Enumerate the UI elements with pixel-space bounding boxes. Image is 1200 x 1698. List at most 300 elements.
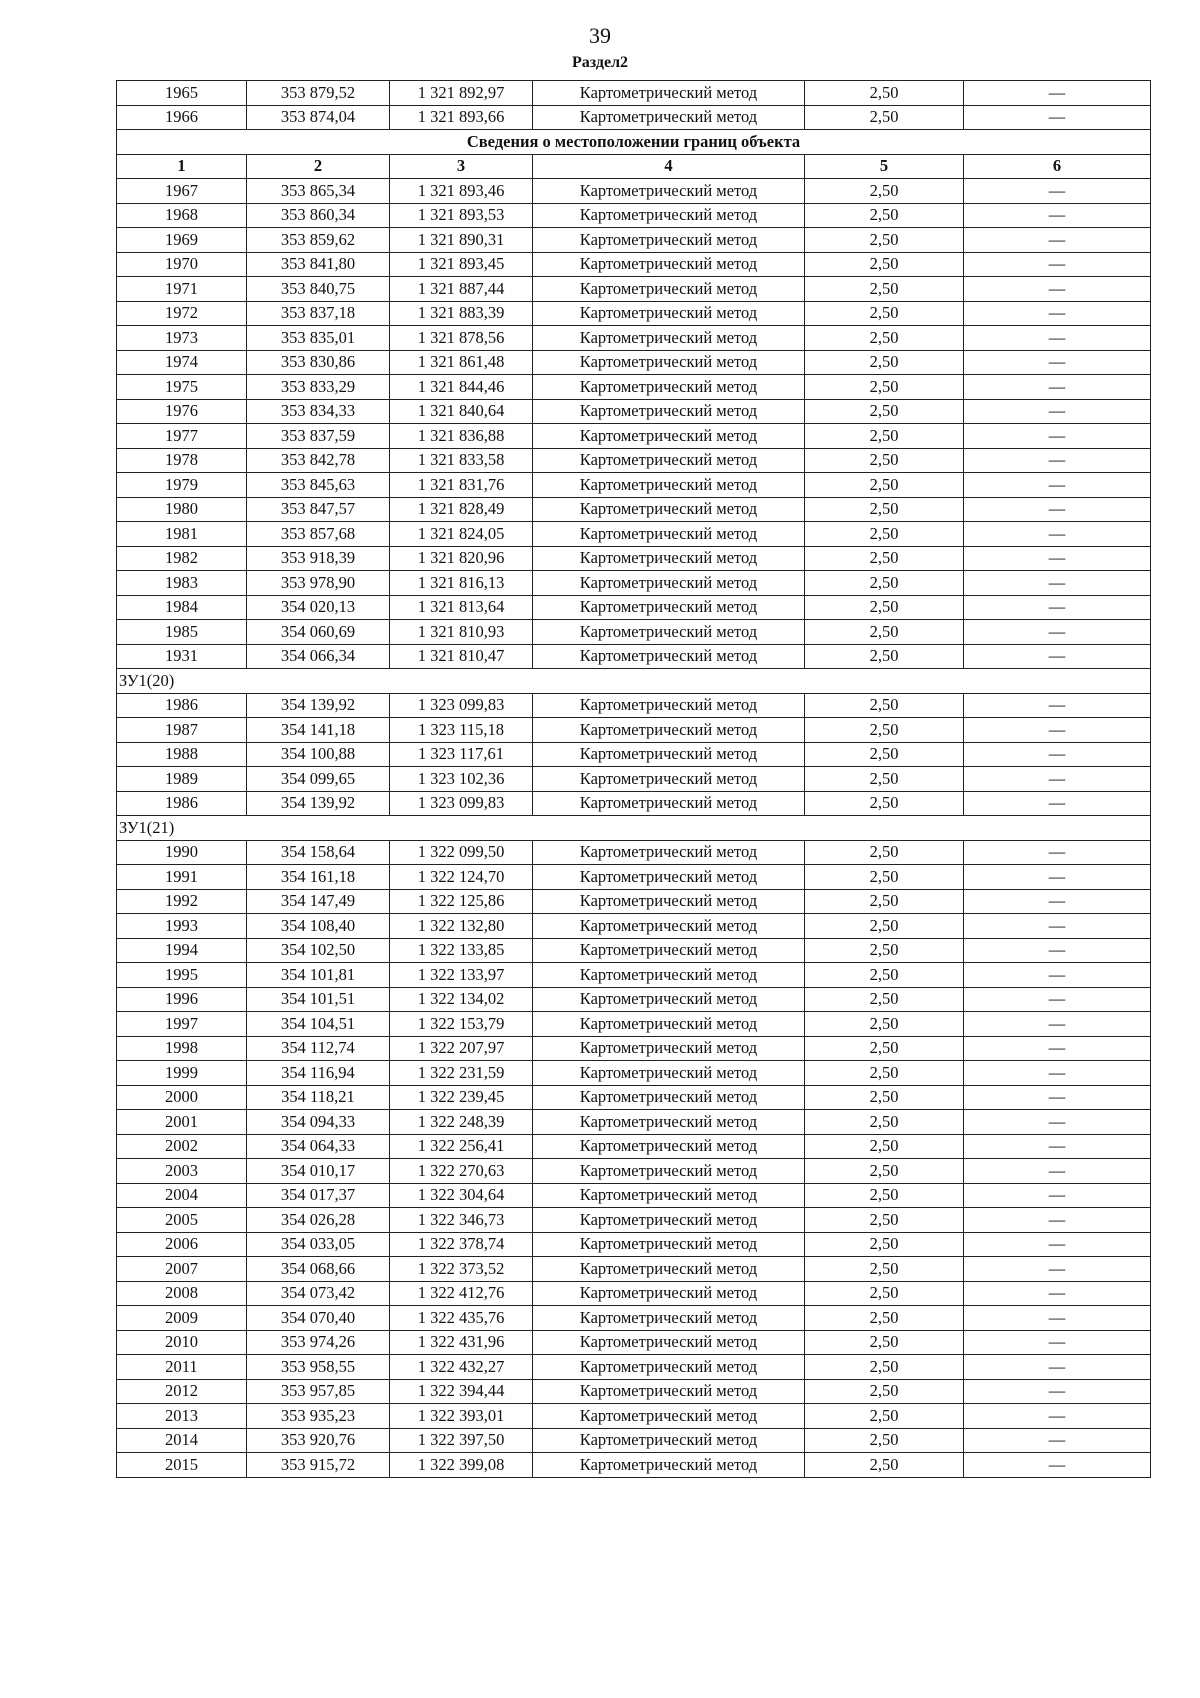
description-cell: — <box>964 987 1151 1012</box>
description-cell: — <box>964 693 1151 718</box>
table-row <box>117 546 1151 571</box>
method-cell: Картометрический метод <box>533 963 805 988</box>
table-row <box>117 1232 1151 1257</box>
point-number-cell: 2015 <box>117 1453 247 1478</box>
accuracy-cell: 2,50 <box>805 252 964 277</box>
y-coordinate-cell: 1 321 887,44 <box>390 277 533 302</box>
table-row <box>117 938 1151 963</box>
page-number: 39 <box>589 23 611 48</box>
method-cell: Картометрический метод <box>533 791 805 816</box>
description-cell: — <box>964 1134 1151 1159</box>
method-cell: Картометрический метод <box>533 399 805 424</box>
y-coordinate-cell: 1 321 893,53 <box>390 203 533 228</box>
coordinates-table <box>116 80 1151 1478</box>
accuracy-cell: 2,50 <box>805 620 964 645</box>
table-row <box>117 1110 1151 1135</box>
method-cell: Картометрический метод <box>533 1183 805 1208</box>
accuracy-cell: 2,50 <box>805 448 964 473</box>
method-cell: Картометрический метод <box>533 1085 805 1110</box>
table-row <box>117 1208 1151 1233</box>
table-row <box>117 1453 1151 1478</box>
point-number-cell: 1985 <box>117 620 247 645</box>
description-cell: — <box>964 1061 1151 1086</box>
y-coordinate-cell: 1 322 124,70 <box>390 865 533 890</box>
table-row <box>117 987 1151 1012</box>
description-cell: — <box>964 252 1151 277</box>
x-coordinate-cell: 353 837,59 <box>247 424 390 449</box>
table-row <box>117 203 1151 228</box>
y-coordinate-cell: 1 321 861,48 <box>390 350 533 375</box>
point-number-cell: 1978 <box>117 448 247 473</box>
table-row <box>117 326 1151 351</box>
description-cell: — <box>964 326 1151 351</box>
x-coordinate-cell: 354 116,94 <box>247 1061 390 1086</box>
description-cell: — <box>964 179 1151 204</box>
method-cell: Картометрический метод <box>533 1257 805 1282</box>
accuracy-cell: 2,50 <box>805 1232 964 1257</box>
x-coordinate-cell: 353 865,34 <box>247 179 390 204</box>
point-number-cell: 1970 <box>117 252 247 277</box>
description-cell: — <box>964 1183 1151 1208</box>
method-cell: Картометрический метод <box>533 522 805 547</box>
y-coordinate-cell: 1 322 134,02 <box>390 987 533 1012</box>
method-cell: Картометрический метод <box>533 1428 805 1453</box>
accuracy-cell: 2,50 <box>805 693 964 718</box>
point-number-cell: 1994 <box>117 938 247 963</box>
method-cell: Картометрический метод <box>533 1379 805 1404</box>
x-coordinate-cell: 354 112,74 <box>247 1036 390 1061</box>
accuracy-cell: 2,50 <box>805 1257 964 1282</box>
method-cell: Картометрический метод <box>533 228 805 253</box>
point-number-cell: 1965 <box>117 81 247 106</box>
point-number-cell: 2010 <box>117 1330 247 1355</box>
accuracy-cell: 2,50 <box>805 1306 964 1331</box>
table-row <box>117 179 1151 204</box>
method-cell: Картометрический метод <box>533 424 805 449</box>
section-heading-row <box>117 130 1151 155</box>
table-row <box>117 1183 1151 1208</box>
y-coordinate-cell: 1 323 099,83 <box>390 791 533 816</box>
section-title: Раздел2 <box>571 54 629 71</box>
description-cell: — <box>964 742 1151 767</box>
accuracy-cell: 2,50 <box>805 1428 964 1453</box>
x-coordinate-cell: 354 099,65 <box>247 767 390 792</box>
method-cell: Картометрический метод <box>533 1281 805 1306</box>
accuracy-cell: 2,50 <box>805 1183 964 1208</box>
y-coordinate-cell: 1 321 893,66 <box>390 105 533 130</box>
parcel-label-row <box>117 669 1151 694</box>
accuracy-cell: 2,50 <box>805 473 964 498</box>
point-number-cell: 1992 <box>117 889 247 914</box>
y-coordinate-cell: 1 321 878,56 <box>390 326 533 351</box>
y-coordinate-cell: 1 321 893,45 <box>390 252 533 277</box>
y-coordinate-cell: 1 322 431,96 <box>390 1330 533 1355</box>
accuracy-cell: 2,50 <box>805 81 964 106</box>
table-row <box>117 644 1151 669</box>
method-cell: Картометрический метод <box>533 497 805 522</box>
description-cell: — <box>964 375 1151 400</box>
point-number-cell: 1931 <box>117 644 247 669</box>
column-number-cell: 2 <box>247 154 390 179</box>
table-row <box>117 914 1151 939</box>
description-cell: — <box>964 1281 1151 1306</box>
x-coordinate-cell: 353 857,68 <box>247 522 390 547</box>
description-cell: — <box>964 791 1151 816</box>
y-coordinate-cell: 1 322 256,41 <box>390 1134 533 1159</box>
y-coordinate-cell: 1 321 836,88 <box>390 424 533 449</box>
description-cell: — <box>964 840 1151 865</box>
point-number-cell: 2013 <box>117 1404 247 1429</box>
accuracy-cell: 2,50 <box>805 644 964 669</box>
x-coordinate-cell: 354 033,05 <box>247 1232 390 1257</box>
description-cell: — <box>964 1257 1151 1282</box>
accuracy-cell: 2,50 <box>805 1061 964 1086</box>
y-coordinate-cell: 1 323 102,36 <box>390 767 533 792</box>
x-coordinate-cell: 353 957,85 <box>247 1379 390 1404</box>
method-cell: Картометрический метод <box>533 1330 805 1355</box>
x-coordinate-cell: 354 139,92 <box>247 693 390 718</box>
description-cell: — <box>964 1404 1151 1429</box>
table-row <box>117 81 1151 106</box>
description-cell: — <box>964 595 1151 620</box>
description-cell: — <box>964 399 1151 424</box>
x-coordinate-cell: 353 835,01 <box>247 326 390 351</box>
method-cell: Картометрический метод <box>533 375 805 400</box>
description-cell: — <box>964 546 1151 571</box>
method-cell: Картометрический метод <box>533 1453 805 1478</box>
accuracy-cell: 2,50 <box>805 105 964 130</box>
x-coordinate-cell: 353 845,63 <box>247 473 390 498</box>
y-coordinate-cell: 1 321 883,39 <box>390 301 533 326</box>
x-coordinate-cell: 354 026,28 <box>247 1208 390 1233</box>
point-number-cell: 1987 <box>117 718 247 743</box>
point-number-cell: 1979 <box>117 473 247 498</box>
x-coordinate-cell: 354 060,69 <box>247 620 390 645</box>
accuracy-cell: 2,50 <box>805 1208 964 1233</box>
method-cell: Картометрический метод <box>533 203 805 228</box>
point-number-cell: 1991 <box>117 865 247 890</box>
accuracy-cell: 2,50 <box>805 424 964 449</box>
method-cell: Картометрический метод <box>533 105 805 130</box>
method-cell: Картометрический метод <box>533 473 805 498</box>
description-cell: — <box>964 1453 1151 1478</box>
accuracy-cell: 2,50 <box>805 791 964 816</box>
y-coordinate-cell: 1 322 399,08 <box>390 1453 533 1478</box>
x-coordinate-cell: 353 958,55 <box>247 1355 390 1380</box>
description-cell: — <box>964 620 1151 645</box>
x-coordinate-cell: 354 020,13 <box>247 595 390 620</box>
table-row <box>117 497 1151 522</box>
description-cell: — <box>964 473 1151 498</box>
point-number-cell: 1971 <box>117 277 247 302</box>
point-number-cell: 1969 <box>117 228 247 253</box>
x-coordinate-cell: 354 118,21 <box>247 1085 390 1110</box>
point-number-cell: 1968 <box>117 203 247 228</box>
x-coordinate-cell: 353 847,57 <box>247 497 390 522</box>
method-cell: Картометрический метод <box>533 718 805 743</box>
y-coordinate-cell: 1 322 239,45 <box>390 1085 533 1110</box>
description-cell: — <box>964 1306 1151 1331</box>
table-row <box>117 767 1151 792</box>
x-coordinate-cell: 353 915,72 <box>247 1453 390 1478</box>
description-cell: — <box>964 963 1151 988</box>
table-row <box>117 1306 1151 1331</box>
table-row <box>117 595 1151 620</box>
y-coordinate-cell: 1 322 231,59 <box>390 1061 533 1086</box>
accuracy-cell: 2,50 <box>805 767 964 792</box>
point-number-cell: 1988 <box>117 742 247 767</box>
y-coordinate-cell: 1 323 099,83 <box>390 693 533 718</box>
method-cell: Картометрический метод <box>533 1306 805 1331</box>
table-row <box>117 693 1151 718</box>
x-coordinate-cell: 353 935,23 <box>247 1404 390 1429</box>
description-cell: — <box>964 1379 1151 1404</box>
table-row <box>117 791 1151 816</box>
y-coordinate-cell: 1 321 810,93 <box>390 620 533 645</box>
accuracy-cell: 2,50 <box>805 301 964 326</box>
x-coordinate-cell: 354 147,49 <box>247 889 390 914</box>
point-number-cell: 1976 <box>117 399 247 424</box>
x-coordinate-cell: 353 842,78 <box>247 448 390 473</box>
table-row <box>117 1281 1151 1306</box>
accuracy-cell: 2,50 <box>805 1159 964 1184</box>
method-cell: Картометрический метод <box>533 448 805 473</box>
x-coordinate-cell: 354 064,33 <box>247 1134 390 1159</box>
x-coordinate-cell: 353 978,90 <box>247 571 390 596</box>
accuracy-cell: 2,50 <box>805 1453 964 1478</box>
point-number-cell: 1998 <box>117 1036 247 1061</box>
table-row <box>117 1061 1151 1086</box>
point-number-cell: 1974 <box>117 350 247 375</box>
table-row <box>117 1085 1151 1110</box>
section-heading: Сведения о местоположении границ объекта <box>117 130 1151 155</box>
method-cell: Картометрический метод <box>533 1110 805 1135</box>
x-coordinate-cell: 354 010,17 <box>247 1159 390 1184</box>
description-cell: — <box>964 522 1151 547</box>
x-coordinate-cell: 354 104,51 <box>247 1012 390 1037</box>
point-number-cell: 1981 <box>117 522 247 547</box>
table-row <box>117 1036 1151 1061</box>
method-cell: Картометрический метод <box>533 1061 805 1086</box>
table-row <box>117 105 1151 130</box>
description-cell: — <box>964 497 1151 522</box>
y-coordinate-cell: 1 322 378,74 <box>390 1232 533 1257</box>
accuracy-cell: 2,50 <box>805 571 964 596</box>
column-number-row <box>117 154 1151 179</box>
table-row <box>117 424 1151 449</box>
method-cell: Картометрический метод <box>533 301 805 326</box>
description-cell: — <box>964 350 1151 375</box>
parcel-label: ЗУ1(21) <box>117 816 1151 841</box>
y-coordinate-cell: 1 321 820,96 <box>390 546 533 571</box>
method-cell: Картометрический метод <box>533 865 805 890</box>
y-coordinate-cell: 1 322 397,50 <box>390 1428 533 1453</box>
point-number-cell: 2012 <box>117 1379 247 1404</box>
accuracy-cell: 2,50 <box>805 718 964 743</box>
y-coordinate-cell: 1 322 346,73 <box>390 1208 533 1233</box>
method-cell: Картометрический метод <box>533 914 805 939</box>
x-coordinate-cell: 353 837,18 <box>247 301 390 326</box>
y-coordinate-cell: 1 321 844,46 <box>390 375 533 400</box>
y-coordinate-cell: 1 322 412,76 <box>390 1281 533 1306</box>
point-number-cell: 1980 <box>117 497 247 522</box>
y-coordinate-cell: 1 322 248,39 <box>390 1110 533 1135</box>
accuracy-cell: 2,50 <box>805 840 964 865</box>
accuracy-cell: 2,50 <box>805 399 964 424</box>
table-row <box>117 1012 1151 1037</box>
description-cell: — <box>964 1110 1151 1135</box>
method-cell: Картометрический метод <box>533 620 805 645</box>
y-coordinate-cell: 1 322 099,50 <box>390 840 533 865</box>
y-coordinate-cell: 1 322 153,79 <box>390 1012 533 1037</box>
method-cell: Картометрический метод <box>533 1404 805 1429</box>
accuracy-cell: 2,50 <box>805 326 964 351</box>
y-coordinate-cell: 1 321 828,49 <box>390 497 533 522</box>
x-coordinate-cell: 353 918,39 <box>247 546 390 571</box>
coordinates-table-body <box>117 81 1151 1478</box>
table-row <box>117 522 1151 547</box>
description-cell: — <box>964 938 1151 963</box>
table-row <box>117 1159 1151 1184</box>
method-cell: Картометрический метод <box>533 889 805 914</box>
accuracy-cell: 2,50 <box>805 179 964 204</box>
table-row <box>117 889 1151 914</box>
accuracy-cell: 2,50 <box>805 497 964 522</box>
y-coordinate-cell: 1 321 892,97 <box>390 81 533 106</box>
point-number-cell: 1996 <box>117 987 247 1012</box>
accuracy-cell: 2,50 <box>805 938 964 963</box>
point-number-cell: 1984 <box>117 595 247 620</box>
x-coordinate-cell: 354 100,88 <box>247 742 390 767</box>
description-cell: — <box>964 1232 1151 1257</box>
point-number-cell: 1986 <box>117 693 247 718</box>
table-row <box>117 571 1151 596</box>
y-coordinate-cell: 1 322 393,01 <box>390 1404 533 1429</box>
table-row <box>117 1257 1151 1282</box>
method-cell: Картометрический метод <box>533 938 805 963</box>
x-coordinate-cell: 354 108,40 <box>247 914 390 939</box>
method-cell: Картометрический метод <box>533 179 805 204</box>
accuracy-cell: 2,50 <box>805 1134 964 1159</box>
point-number-cell: 1995 <box>117 963 247 988</box>
y-coordinate-cell: 1 322 435,76 <box>390 1306 533 1331</box>
table-row <box>117 1404 1151 1429</box>
method-cell: Картометрический метод <box>533 277 805 302</box>
accuracy-cell: 2,50 <box>805 1355 964 1380</box>
point-number-cell: 2014 <box>117 1428 247 1453</box>
description-cell: — <box>964 1012 1151 1037</box>
description-cell: — <box>964 718 1151 743</box>
point-number-cell: 2006 <box>117 1232 247 1257</box>
column-number-cell: 4 <box>533 154 805 179</box>
accuracy-cell: 2,50 <box>805 277 964 302</box>
point-number-cell: 1997 <box>117 1012 247 1037</box>
y-coordinate-cell: 1 321 840,64 <box>390 399 533 424</box>
accuracy-cell: 2,50 <box>805 1012 964 1037</box>
table-row <box>117 399 1151 424</box>
x-coordinate-cell: 353 920,76 <box>247 1428 390 1453</box>
method-cell: Картометрический метод <box>533 1159 805 1184</box>
accuracy-cell: 2,50 <box>805 865 964 890</box>
x-coordinate-cell: 354 017,37 <box>247 1183 390 1208</box>
x-coordinate-cell: 354 102,50 <box>247 938 390 963</box>
y-coordinate-cell: 1 322 394,44 <box>390 1379 533 1404</box>
table-row <box>117 620 1151 645</box>
method-cell: Картометрический метод <box>533 693 805 718</box>
point-number-cell: 1982 <box>117 546 247 571</box>
y-coordinate-cell: 1 322 133,97 <box>390 963 533 988</box>
x-coordinate-cell: 354 066,34 <box>247 644 390 669</box>
description-cell: — <box>964 767 1151 792</box>
description-cell: — <box>964 277 1151 302</box>
y-coordinate-cell: 1 321 833,58 <box>390 448 533 473</box>
table-row <box>117 1330 1151 1355</box>
method-cell: Картометрический метод <box>533 326 805 351</box>
accuracy-cell: 2,50 <box>805 1085 964 1110</box>
description-cell: — <box>964 914 1151 939</box>
accuracy-cell: 2,50 <box>805 1404 964 1429</box>
method-cell: Картометрический метод <box>533 350 805 375</box>
accuracy-cell: 2,50 <box>805 375 964 400</box>
description-cell: — <box>964 448 1151 473</box>
y-coordinate-cell: 1 321 831,76 <box>390 473 533 498</box>
x-coordinate-cell: 354 101,51 <box>247 987 390 1012</box>
column-number-cell: 5 <box>805 154 964 179</box>
y-coordinate-cell: 1 322 133,85 <box>390 938 533 963</box>
accuracy-cell: 2,50 <box>805 228 964 253</box>
y-coordinate-cell: 1 322 373,52 <box>390 1257 533 1282</box>
method-cell: Картометрический метод <box>533 81 805 106</box>
x-coordinate-cell: 353 860,34 <box>247 203 390 228</box>
accuracy-cell: 2,50 <box>805 742 964 767</box>
method-cell: Картометрический метод <box>533 252 805 277</box>
parcel-label: ЗУ1(20) <box>117 669 1151 694</box>
x-coordinate-cell: 354 158,64 <box>247 840 390 865</box>
x-coordinate-cell: 353 834,33 <box>247 399 390 424</box>
method-cell: Картометрический метод <box>533 1355 805 1380</box>
description-cell: — <box>964 1428 1151 1453</box>
column-number-cell: 1 <box>117 154 247 179</box>
point-number-cell: 2003 <box>117 1159 247 1184</box>
y-coordinate-cell: 1 322 304,64 <box>390 1183 533 1208</box>
description-cell: — <box>964 644 1151 669</box>
y-coordinate-cell: 1 321 824,05 <box>390 522 533 547</box>
table-row <box>117 718 1151 743</box>
point-number-cell: 1999 <box>117 1061 247 1086</box>
point-number-cell: 1986 <box>117 791 247 816</box>
description-cell: — <box>964 571 1151 596</box>
description-cell: — <box>964 1159 1151 1184</box>
y-coordinate-cell: 1 321 890,31 <box>390 228 533 253</box>
accuracy-cell: 2,50 <box>805 963 964 988</box>
description-cell: — <box>964 1208 1151 1233</box>
accuracy-cell: 2,50 <box>805 914 964 939</box>
point-number-cell: 1972 <box>117 301 247 326</box>
accuracy-cell: 2,50 <box>805 987 964 1012</box>
point-number-cell: 1989 <box>117 767 247 792</box>
point-number-cell: 2009 <box>117 1306 247 1331</box>
point-number-cell: 2005 <box>117 1208 247 1233</box>
x-coordinate-cell: 354 139,92 <box>247 791 390 816</box>
x-coordinate-cell: 353 859,62 <box>247 228 390 253</box>
point-number-cell: 1975 <box>117 375 247 400</box>
accuracy-cell: 2,50 <box>805 1379 964 1404</box>
method-cell: Картометрический метод <box>533 742 805 767</box>
x-coordinate-cell: 354 101,81 <box>247 963 390 988</box>
x-coordinate-cell: 353 841,80 <box>247 252 390 277</box>
method-cell: Картометрический метод <box>533 987 805 1012</box>
column-number-cell: 6 <box>964 154 1151 179</box>
